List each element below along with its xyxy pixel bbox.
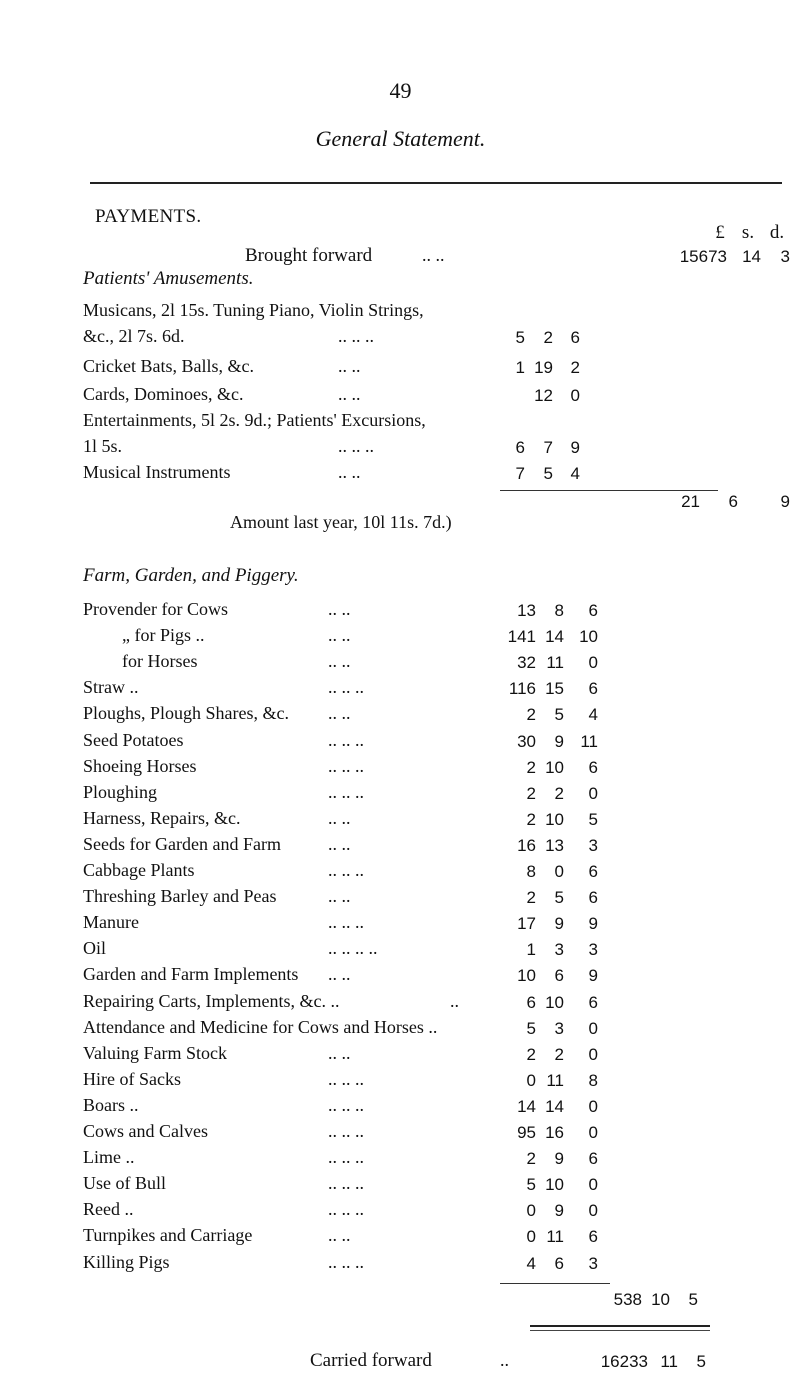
- farm-item-label: „ for Pigs ..: [122, 625, 205, 645]
- farm-item-pounds: 30: [517, 732, 536, 751]
- farm-item-shillings: 10: [545, 758, 564, 777]
- farm-item-pence: 0: [588, 1175, 598, 1194]
- farm-item-pounds: 10: [517, 966, 536, 985]
- farm-item-pounds: 0: [526, 1227, 536, 1246]
- farm-item-pence: 3: [588, 836, 598, 855]
- farm-item-shillings: 2: [554, 784, 564, 803]
- farm-heading: Farm, Garden, and Piggery.: [83, 565, 299, 586]
- farm-item-label: Use of Bull: [83, 1173, 166, 1193]
- farm-item-pence: 3: [588, 1254, 598, 1273]
- farm-item-label: Hire of Sacks: [83, 1069, 181, 1089]
- farm-item-shillings: 14: [545, 627, 564, 646]
- farm-item-shillings: 5: [554, 888, 564, 907]
- farm-item-pounds: 116: [508, 679, 536, 698]
- farm-item-dots: .. .. ..: [328, 860, 364, 880]
- amusements-heading: Patients' Amusements.: [83, 268, 254, 289]
- farm-item-dots: ..: [450, 991, 459, 1011]
- farm-item-shillings: 6: [554, 1254, 564, 1273]
- farm-item-pence: 6: [588, 601, 598, 620]
- farm-item-pounds: 5: [526, 1019, 536, 1038]
- shilling-header: s.: [741, 222, 755, 243]
- top-rule: [90, 182, 782, 184]
- carried-forward-pence: 5: [696, 1352, 706, 1371]
- farm-item-dots: .. .. ..: [328, 730, 364, 750]
- farm-item-shillings: 11: [546, 1227, 564, 1246]
- farm-item-label: Cabbage Plants: [83, 860, 195, 880]
- farm-item-label: Killing Pigs: [83, 1252, 170, 1272]
- farm-item-dots: .. ..: [328, 886, 351, 906]
- amusement-shillings: 5: [543, 464, 553, 483]
- farm-item-pounds: 2: [526, 888, 536, 907]
- amusement-label: Cards, Dominoes, &c.: [83, 384, 244, 404]
- farm-item-pounds: 16: [517, 836, 536, 855]
- farm-item-dots: .. .. .. ..: [328, 938, 378, 958]
- farm-item-pounds: 14: [517, 1097, 536, 1116]
- amusement-shillings: 12: [534, 386, 553, 405]
- farm-item-pence: 0: [588, 1097, 598, 1116]
- farm-item-shillings: 10: [545, 993, 564, 1012]
- farm-item-label: Oil: [83, 938, 107, 958]
- farm-item-pounds: 2: [526, 1149, 536, 1168]
- farm-item-pence: 6: [588, 1227, 598, 1246]
- farm-item-dots: .. .. ..: [328, 1173, 364, 1193]
- farm-item-dots: .. .. ..: [328, 1095, 364, 1115]
- farm-item-label: Attendance and Medicine for Cows and Horses ..: [83, 1017, 438, 1037]
- farm-item-shillings: 14: [545, 1097, 564, 1116]
- farm-item-shillings: 13: [545, 836, 564, 855]
- amusements-sum-rule: [500, 490, 718, 491]
- amusement-pence: 9: [570, 438, 580, 457]
- farm-item-shillings: 11: [546, 653, 564, 672]
- farm-item-dots: .. .. ..: [328, 1069, 364, 1089]
- farm-item-pounds: 2: [526, 705, 536, 724]
- farm-item-label: Shoeing Horses: [83, 756, 197, 776]
- farm-item-label: Threshing Barley and Peas: [83, 886, 277, 906]
- carried-forward-dots: ..: [500, 1350, 509, 1370]
- farm-item-shillings: 3: [554, 940, 564, 959]
- amusement-label: Musicans, 2l 15s. Tuning Piano, Violin Strings,: [83, 300, 424, 320]
- farm-item-label: Seeds for Garden and Farm: [83, 834, 281, 854]
- amusement-dots: .. ..: [338, 356, 361, 376]
- farm-item-label: Seed Potatoes: [83, 730, 184, 750]
- amusement-pounds: 6: [515, 438, 525, 457]
- farm-item-label: for Horses: [122, 651, 198, 671]
- farm-item-shillings: 8: [554, 601, 564, 620]
- pence-header: d.: [769, 222, 785, 243]
- farm-item-dots: .. .. ..: [328, 1199, 364, 1219]
- farm-item-pence: 9: [588, 914, 598, 933]
- amusement-pounds: 1: [515, 358, 525, 377]
- farm-item-pounds: 95: [517, 1123, 536, 1142]
- farm-item-pence: 5: [588, 810, 598, 829]
- amusement-pence: 2: [570, 358, 580, 377]
- farm-item-dots: .. ..: [328, 1225, 351, 1245]
- farm-item-label: Garden and Farm Implements: [83, 964, 299, 984]
- farm-item-pence: 9: [588, 966, 598, 985]
- farm-item-pence: 10: [579, 627, 598, 646]
- amusement-dots: .. ..: [338, 462, 361, 482]
- farm-item-dots: .. .. ..: [328, 912, 364, 932]
- carried-forward-pounds: 16233: [600, 1352, 648, 1371]
- amusement-pence: 0: [570, 386, 580, 405]
- amusement-pounds: 7: [515, 464, 525, 483]
- amusements-last-year: Amount last year, 10l 11s. 7d.): [230, 512, 452, 532]
- farm-item-shillings: 3: [554, 1019, 564, 1038]
- amusements-total-pounds: 21: [681, 492, 700, 511]
- farm-item-pence: 0: [588, 1201, 598, 1220]
- amusement-pounds: 5: [515, 328, 525, 347]
- farm-item-label: Ploughing: [83, 782, 158, 802]
- farm-item-label: Lime ..: [83, 1147, 135, 1167]
- farm-item-shillings: 10: [545, 810, 564, 829]
- farm-item-pounds: 0: [526, 1201, 536, 1220]
- farm-item-dots: .. .. ..: [328, 756, 364, 776]
- amusements-total-pence: 9: [780, 492, 790, 511]
- amusement-shillings: 7: [543, 438, 553, 457]
- brought-forward-dots: .. ..: [422, 245, 445, 265]
- farm-item-shillings: 9: [554, 732, 564, 751]
- farm-item-pence: 6: [588, 888, 598, 907]
- amusement-shillings: 2: [543, 328, 553, 347]
- brought-forward-pounds: 15673: [679, 247, 727, 266]
- farm-item-label: Boars ..: [83, 1095, 139, 1115]
- farm-item-shillings: 6: [554, 966, 564, 985]
- farm-item-pence: 0: [588, 1045, 598, 1064]
- farm-item-pence: 0: [588, 653, 598, 672]
- farm-item-pounds: 13: [517, 601, 536, 620]
- farm-item-pence: 0: [588, 1123, 598, 1142]
- farm-item-pounds: 17: [517, 914, 536, 933]
- farm-item-pence: 6: [588, 758, 598, 777]
- amusement-shillings: 19: [534, 358, 553, 377]
- farm-item-dots: .. ..: [328, 651, 351, 671]
- farm-item-shillings: 2: [554, 1045, 564, 1064]
- carried-forward-label: Carried forward: [310, 1350, 432, 1371]
- page-number: 49: [389, 78, 412, 103]
- amusement-label: Cricket Bats, Balls, &c.: [83, 356, 254, 376]
- farm-item-pounds: 32: [517, 653, 536, 672]
- farm-item-shillings: 0: [554, 862, 564, 881]
- farm-total-pence: 5: [688, 1290, 698, 1309]
- page-title: General Statement.: [315, 126, 486, 151]
- farm-item-dots: .. ..: [328, 834, 351, 854]
- brought-forward-shillings: 14: [742, 247, 761, 266]
- farm-item-shillings: 10: [545, 1175, 564, 1194]
- farm-item-label: Repairing Carts, Implements, &c. ..: [83, 991, 340, 1011]
- brought-forward-label: Brought forward: [245, 245, 373, 266]
- farm-item-shillings: 9: [554, 914, 564, 933]
- farm-item-pence: 11: [580, 732, 598, 751]
- carried-forward-rule-thin: [530, 1330, 710, 1331]
- farm-item-dots: .. .. ..: [328, 1252, 364, 1272]
- farm-item-pounds: 2: [526, 784, 536, 803]
- farm-item-label: Ploughs, Plough Shares, &c.: [83, 703, 290, 723]
- farm-item-pounds: 141: [507, 627, 536, 646]
- amusement-label: Musical Instruments: [83, 462, 231, 482]
- amusement-dots: .. ..: [338, 384, 361, 404]
- farm-item-pence: 8: [588, 1071, 598, 1090]
- amusement-dots: .. .. ..: [338, 436, 374, 456]
- farm-item-shillings: 15: [545, 679, 564, 698]
- farm-item-label: Harness, Repairs, &c.: [83, 808, 241, 828]
- farm-item-label: Valuing Farm Stock: [83, 1043, 227, 1063]
- farm-item-pence: 4: [588, 705, 598, 724]
- farm-item-pounds: 4: [526, 1254, 536, 1273]
- farm-item-label: Provender for Cows: [83, 599, 228, 619]
- farm-item-dots: .. .. ..: [328, 782, 364, 802]
- farm-item-pounds: 2: [526, 810, 536, 829]
- farm-item-pounds: 0: [526, 1071, 536, 1090]
- farm-item-dots: .. ..: [328, 703, 351, 723]
- farm-item-pence: 6: [588, 993, 598, 1012]
- section-heading: PAYMENTS.: [95, 206, 202, 227]
- farm-item-label: Reed ..: [83, 1199, 134, 1219]
- farm-item-dots: .. .. ..: [328, 677, 364, 697]
- farm-item-pounds: 2: [526, 1045, 536, 1064]
- amusements-total-shillings: 6: [728, 492, 738, 511]
- farm-item-pence: 0: [588, 1019, 598, 1038]
- farm-item-shillings: 5: [554, 705, 564, 724]
- amusement-label-cont: 1l 5s.: [83, 436, 123, 456]
- farm-item-label: Cows and Calves: [83, 1121, 208, 1141]
- farm-item-dots: .. .. ..: [328, 1121, 364, 1141]
- farm-item-label: Straw ..: [83, 677, 139, 697]
- farm-item-pounds: 2: [526, 758, 536, 777]
- farm-item-pounds: 5: [526, 1175, 536, 1194]
- amusement-label-cont: &c., 2l 7s. 6d.: [83, 326, 185, 346]
- farm-total-pounds: 538: [613, 1290, 642, 1309]
- carried-forward-shillings: 11: [660, 1352, 678, 1371]
- carried-forward-rule: [530, 1325, 710, 1327]
- farm-item-dots: .. ..: [328, 964, 351, 984]
- farm-item-dots: .. ..: [328, 625, 351, 645]
- amusement-pence: 4: [570, 464, 580, 483]
- amusement-pence: 6: [570, 328, 580, 347]
- farm-item-pence: 6: [588, 862, 598, 881]
- farm-item-pence: 3: [588, 940, 598, 959]
- farm-item-pounds: 8: [526, 862, 536, 881]
- farm-total-shillings: 10: [651, 1290, 670, 1309]
- farm-item-shillings: 11: [546, 1071, 564, 1090]
- farm-item-dots: .. ..: [328, 599, 351, 619]
- farm-item-pence: 6: [588, 1149, 598, 1168]
- pound-header: £: [715, 222, 725, 243]
- farm-item-dots: .. ..: [328, 1043, 351, 1063]
- farm-item-pence: 6: [588, 679, 598, 698]
- farm-item-dots: .. .. ..: [328, 1147, 364, 1167]
- amusement-label: Entertainments, 5l 2s. 9d.; Patients' Excursions,: [83, 410, 426, 430]
- farm-item-label: Turnpikes and Carriage: [83, 1225, 253, 1245]
- farm-item-dots: .. ..: [328, 808, 351, 828]
- amusement-dots: .. .. ..: [338, 326, 374, 346]
- farm-item-label: Manure: [83, 912, 139, 932]
- brought-forward-pence: 3: [780, 247, 790, 266]
- farm-item-pounds: 6: [526, 993, 536, 1012]
- farm-item-shillings: 16: [545, 1123, 564, 1142]
- farm-item-shillings: 9: [554, 1149, 564, 1168]
- farm-item-pounds: 1: [526, 940, 536, 959]
- farm-item-shillings: 9: [554, 1201, 564, 1220]
- farm-item-pence: 0: [588, 784, 598, 803]
- farm-sum-rule: [500, 1283, 610, 1284]
